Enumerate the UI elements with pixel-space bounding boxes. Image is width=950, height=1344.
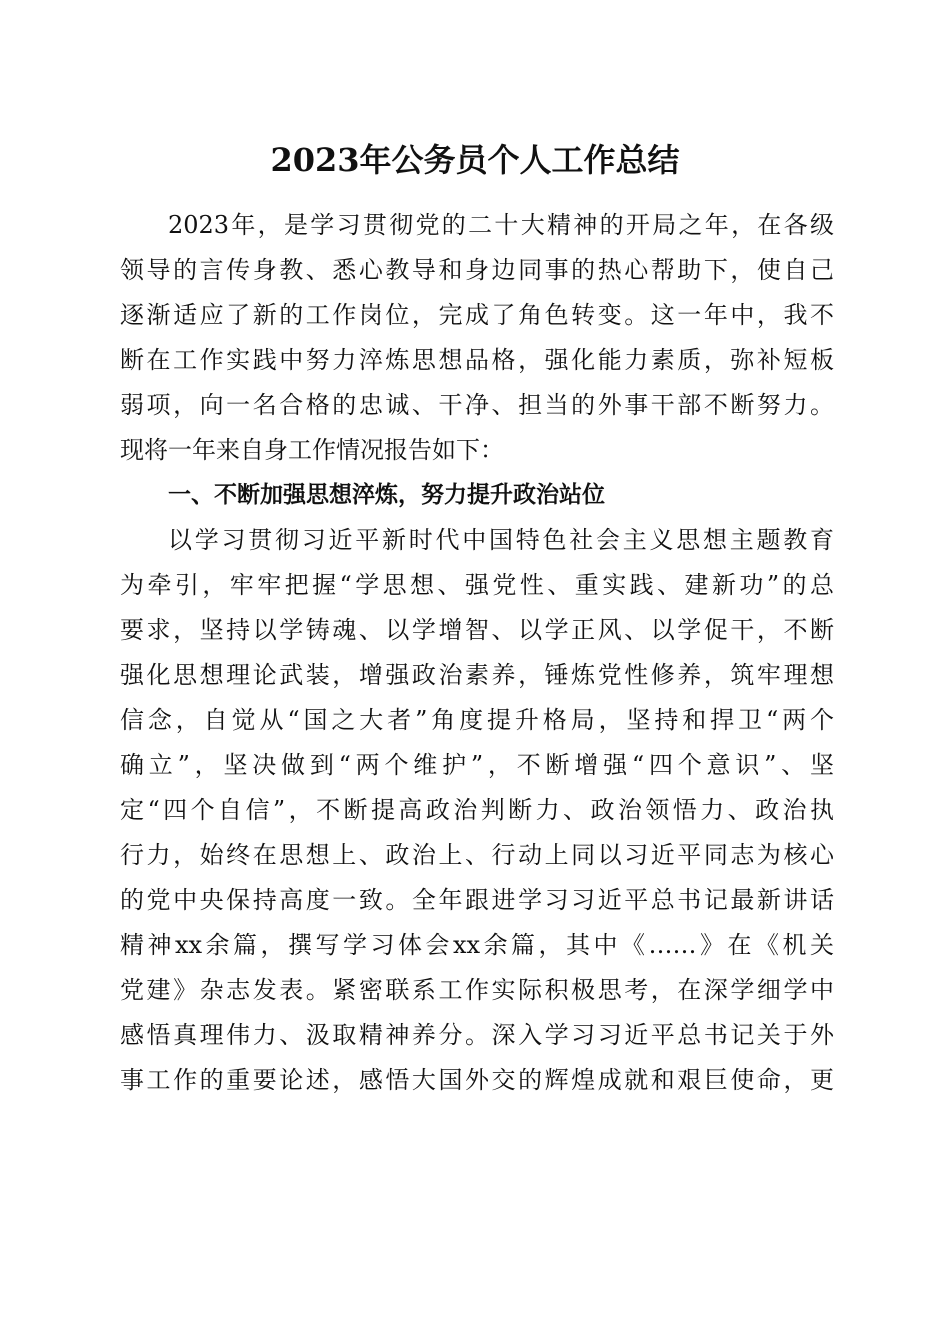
paragraph-line: 信念，自觉从“国之大者”角度提升格局，坚持和捍卫“两个 xyxy=(120,706,834,734)
paragraph-line: 现将一年来自身工作情况报告如下： xyxy=(120,436,504,464)
intro-paragraph xyxy=(120,203,834,473)
paragraph-line: 为牵引，牢牢把握“学思想、强党性、重实践、建新功”的总 xyxy=(120,571,834,599)
paragraph-line: 的党中央保持高度一致。全年跟进学习习近平总书记最新讲话 xyxy=(120,886,834,914)
paragraph-line: 逐渐适应了新的工作岗位，完成了角色转变。这一年中，我不 xyxy=(120,301,834,329)
paragraph-line: 行力，始终在思想上、政治上、行动上同以习近平同志为核心 xyxy=(120,841,834,869)
paragraph-line: 事工作的重要论述，感悟大国外交的辉煌成就和艰巨使命，更 xyxy=(120,1066,834,1094)
paragraph-line: 断在工作实践中努力淬炼思想品格，强化能力素质，弥补短板 xyxy=(120,346,834,374)
paragraph-line: 强化思想理论武装，增强政治素养，锤炼党性修养，筑牢理想 xyxy=(120,661,834,689)
section-paragraph xyxy=(120,518,834,1103)
paragraph-line: 要求，坚持以学铸魂、以学增智、以学正风、以学促干，不断 xyxy=(120,616,834,644)
paragraph-line: 以学习贯彻习近平新时代中国特色社会主义思想主题教育 xyxy=(168,526,834,554)
paragraph-line: 领导的言传身教、悉心教导和身边同事的热心帮助下，使自己 xyxy=(120,256,834,284)
document-body xyxy=(120,203,834,1103)
paragraph-line: 定“四个自信”，不断提高政治判断力、政治领悟力、政治执 xyxy=(120,796,834,824)
section-heading: 一、不断加强思想淬炼，努力提升政治站位 xyxy=(168,482,605,508)
paragraph-line: 弱项，向一名合格的忠诚、干净、担当的外事干部不断努力。 xyxy=(120,391,834,419)
paragraph-line: 2023年，是学习贯彻党的二十大精神的开局之年，在各级 xyxy=(168,211,834,239)
paragraph-line: 党建》杂志发表。紧密联系工作实际积极思考，在深学细学中 xyxy=(120,976,834,1004)
paragraph-line: 确立”，坚决做到“两个维护”，不断增强“四个意识”、坚 xyxy=(120,751,834,779)
paragraph-line: 精神xx余篇，撰写学习体会xx余篇，其中《……》在《机关 xyxy=(120,931,834,959)
paragraph-line: 感悟真理伟力、汲取精神养分。深入学习习近平总书记关于外 xyxy=(120,1021,834,1049)
document-title: 2023年公务员个人工作总结 xyxy=(270,141,680,179)
